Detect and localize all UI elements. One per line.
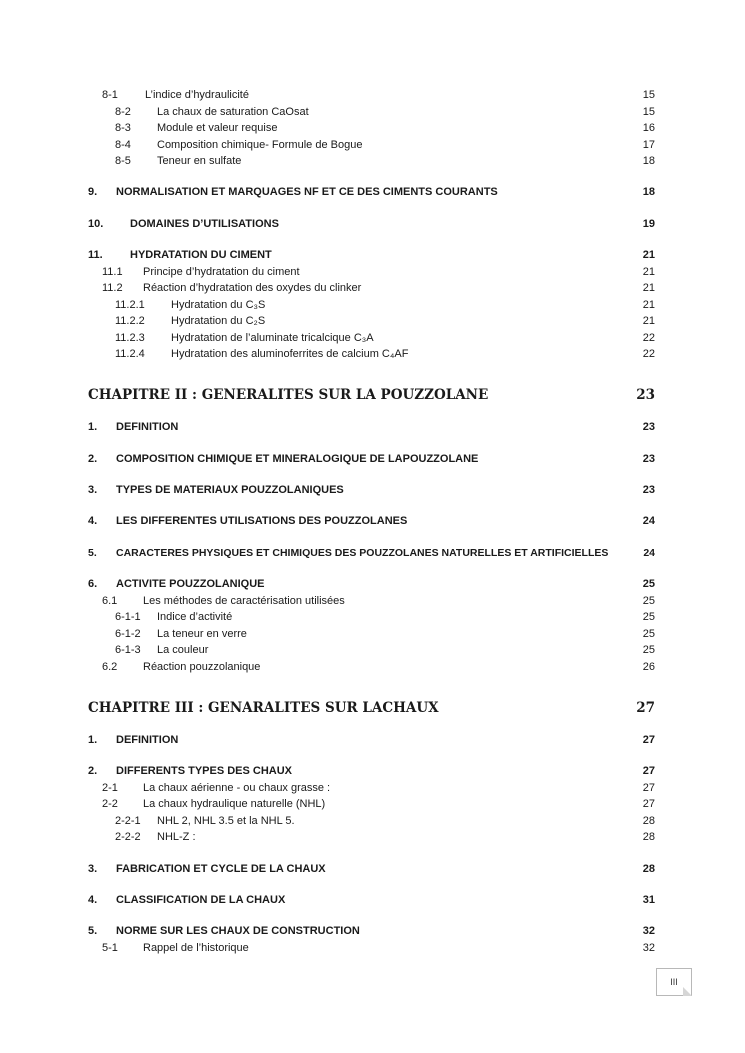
toc-number: 8-4 bbox=[115, 139, 131, 151]
toc-chapter-3[interactable] bbox=[88, 697, 655, 719]
toc-title: Teneur en sulfate bbox=[157, 155, 242, 167]
toc-number: 11.2 bbox=[102, 282, 123, 294]
toc-page: 27 bbox=[642, 798, 655, 810]
toc-page: 25 bbox=[642, 611, 655, 623]
toc-number: 8-3 bbox=[115, 122, 131, 134]
toc-number: 5. bbox=[88, 547, 97, 559]
toc-number: 8-2 bbox=[115, 106, 131, 118]
toc-page: 15 bbox=[642, 106, 655, 118]
toc-entry-8-3[interactable] bbox=[88, 120, 655, 136]
toc-title: CARACTERES PHYSIQUES ET CHIMIQUES DES POUZZOLANES NATURELLES ET ARTIFICIELLES bbox=[116, 547, 609, 559]
toc-entry-c2-6-1-3[interactable] bbox=[88, 642, 655, 658]
toc-page: 27 bbox=[642, 765, 655, 777]
toc-title: COMPOSITION CHIMIQUE ET MINERALOGIQUE DE LAPOUZZOLANE bbox=[116, 453, 479, 465]
toc-number: 2-1 bbox=[102, 782, 118, 794]
toc-title: FABRICATION ET CYCLE DE LA CHAUX bbox=[116, 863, 326, 875]
toc-page: 27 bbox=[642, 734, 655, 746]
toc-number: 2-2 bbox=[102, 798, 118, 810]
toc-title: DOMAINES D’UTILISATIONS bbox=[130, 218, 279, 230]
toc-title: NORMALISATION ET MARQUAGES NF ET CE DES CIMENTS COURANTS bbox=[116, 186, 498, 198]
toc-page: 22 bbox=[642, 332, 655, 344]
toc-title: Hydratation du C₂S bbox=[171, 315, 266, 327]
toc-page: 18 bbox=[642, 186, 655, 198]
toc-title: DEFINITION bbox=[116, 421, 179, 433]
toc-number: 11.2.1 bbox=[115, 299, 145, 311]
toc-page: 25 bbox=[642, 628, 655, 640]
toc-number: 3. bbox=[88, 484, 98, 496]
page-fold-corner bbox=[683, 987, 692, 996]
toc-page: 25 bbox=[642, 644, 655, 656]
toc-chapter-2[interactable] bbox=[88, 384, 655, 406]
toc-number: 11.2.3 bbox=[115, 332, 145, 344]
toc-entry-c2-5[interactable] bbox=[88, 545, 655, 561]
toc-page: 21 bbox=[642, 249, 655, 261]
toc-number: 5. bbox=[88, 925, 98, 937]
toc-number: 6. bbox=[88, 578, 98, 590]
toc-page: 28 bbox=[642, 863, 655, 875]
toc-entry-c3-2-1[interactable] bbox=[88, 780, 655, 796]
toc-number: 3. bbox=[88, 863, 98, 875]
toc-number: 5-1 bbox=[102, 942, 118, 954]
toc-title: ACTIVITE POUZZOLANIQUE bbox=[116, 578, 265, 590]
toc-number: 1. bbox=[88, 734, 98, 746]
toc-entry-11-2[interactable] bbox=[88, 280, 655, 296]
toc-title: LES DIFFERENTES UTILISATIONS DES POUZZOLANES bbox=[116, 515, 408, 527]
toc-title: La chaux aérienne - ou chaux grasse : bbox=[143, 782, 331, 794]
toc-title: Composition chimique- Formule de Bogue bbox=[157, 139, 363, 151]
toc-page: 25 bbox=[642, 578, 655, 590]
toc-entry-c2-2[interactable] bbox=[88, 451, 655, 467]
page-number-badge bbox=[656, 968, 692, 996]
toc-title: La couleur bbox=[157, 644, 209, 656]
toc-page: 23 bbox=[642, 453, 655, 465]
toc-entry-c3-2-2-2[interactable] bbox=[88, 829, 655, 845]
toc-page: 21 bbox=[642, 282, 655, 294]
toc-page: 27 bbox=[642, 782, 655, 794]
toc-title: Rappel de l’historique bbox=[143, 942, 249, 954]
toc-title: NHL 2, NHL 3.5 et la NHL 5. bbox=[157, 815, 295, 827]
toc-number: 4. bbox=[88, 515, 98, 527]
toc-entry-c2-6-2[interactable] bbox=[88, 659, 655, 675]
toc-title: L’indice d’hydraulicité bbox=[145, 89, 249, 101]
toc-entry-c3-2-2[interactable] bbox=[88, 796, 655, 812]
toc-page: 19 bbox=[642, 218, 655, 230]
toc-title: Réaction pouzzolanique bbox=[143, 661, 261, 673]
toc-entry-11-1[interactable] bbox=[88, 264, 655, 280]
page-number: III bbox=[670, 977, 678, 987]
toc-page: 24 bbox=[643, 547, 655, 559]
toc-number: 6.1 bbox=[102, 595, 118, 607]
toc-title: Indice d’activité bbox=[157, 611, 233, 623]
toc-title: CLASSIFICATION DE LA CHAUX bbox=[116, 894, 286, 906]
toc-number: 2-2-2 bbox=[115, 831, 141, 843]
chapter-title: CHAPITRE III : GENARALITES SUR LACHAUX bbox=[88, 700, 439, 716]
toc-entry-8-2[interactable] bbox=[88, 104, 655, 120]
toc-entry-c3-5[interactable] bbox=[88, 923, 655, 939]
toc-entry-11-2-1[interactable] bbox=[88, 297, 655, 313]
toc-entry-c3-1[interactable] bbox=[88, 732, 655, 748]
toc-page: 23 bbox=[636, 387, 655, 403]
toc-entry-c2-6-1[interactable] bbox=[88, 593, 655, 609]
toc-page: 18 bbox=[642, 155, 655, 167]
toc-title: Hydratation des aluminoferrites de calcium C₄AF bbox=[171, 348, 409, 360]
toc-title: La teneur en verre bbox=[157, 628, 247, 640]
toc-entry-c2-1[interactable] bbox=[88, 419, 655, 435]
toc-entry-c2-3[interactable] bbox=[88, 482, 655, 498]
toc-page: 32 bbox=[642, 925, 655, 937]
toc-number: 1. bbox=[88, 421, 98, 433]
toc-entry-c2-6-1-1[interactable] bbox=[88, 609, 655, 625]
chapter-title: CHAPITRE II : GENERALITES SUR LA POUZZOLANE bbox=[88, 387, 489, 403]
toc-entry-c3-5-1[interactable] bbox=[88, 940, 655, 956]
toc-page: 28 bbox=[642, 815, 655, 827]
toc-number: 11.1 bbox=[102, 266, 123, 278]
toc-title: La chaux de saturation CaOsat bbox=[157, 106, 309, 118]
toc-page: 27 bbox=[636, 700, 655, 716]
toc-number: 8-1 bbox=[102, 89, 118, 101]
toc-title: Les méthodes de caractérisation utilisées bbox=[143, 595, 345, 607]
toc-entry-c2-6[interactable] bbox=[88, 576, 655, 592]
toc-page: 25 bbox=[642, 595, 655, 607]
toc-title: Hydratation du C₃S bbox=[171, 299, 266, 311]
toc-number: 6-1-2 bbox=[115, 628, 141, 640]
toc-entry-c3-2-2-1[interactable] bbox=[88, 813, 655, 829]
toc-entry-8-5[interactable] bbox=[88, 153, 655, 169]
toc-entry-11-2-2[interactable] bbox=[88, 313, 655, 329]
toc-number: 2. bbox=[88, 453, 98, 465]
toc-page: 23 bbox=[642, 484, 655, 496]
toc-title: HYDRATATION DU CIMENT bbox=[130, 249, 272, 261]
toc-page: 28 bbox=[642, 831, 655, 843]
toc-entry-c3-3[interactable] bbox=[88, 861, 655, 877]
toc-entry-11[interactable] bbox=[88, 247, 655, 263]
toc-entry-c3-2[interactable] bbox=[88, 763, 655, 779]
toc-page: 22 bbox=[642, 348, 655, 360]
toc-page: 21 bbox=[642, 315, 655, 327]
toc-page: 21 bbox=[642, 266, 655, 278]
toc-number: 11. bbox=[88, 249, 103, 261]
toc-page: 23 bbox=[642, 421, 655, 433]
toc-number: 2-2-1 bbox=[115, 815, 141, 827]
toc-number: 11.2.4 bbox=[115, 348, 145, 360]
toc-title: Module et valeur requise bbox=[157, 122, 278, 134]
toc-title: NHL-Z : bbox=[157, 831, 196, 843]
toc-page: 24 bbox=[642, 515, 655, 527]
toc-number: 11.2.2 bbox=[115, 315, 145, 327]
toc-page: 16 bbox=[642, 122, 655, 134]
toc-entry-c3-4[interactable] bbox=[88, 892, 655, 908]
toc-title: DEFINITION bbox=[116, 734, 179, 746]
toc-title: La chaux hydraulique naturelle (NHL) bbox=[143, 798, 326, 810]
toc-page: 17 bbox=[642, 139, 655, 151]
toc-entry-8-4[interactable] bbox=[88, 137, 655, 153]
toc-number: 9. bbox=[88, 186, 98, 198]
toc-number: 6-1-1 bbox=[115, 611, 141, 623]
toc-entry-8-1[interactable] bbox=[88, 87, 655, 103]
toc-number: 2. bbox=[88, 765, 98, 777]
toc-page: 32 bbox=[642, 942, 655, 954]
toc-number: 6.2 bbox=[102, 661, 118, 673]
toc-number: 4. bbox=[88, 894, 98, 906]
toc-title: DIFFERENTS TYPES DES CHAUX bbox=[116, 765, 293, 777]
toc-title: NORME SUR LES CHAUX DE CONSTRUCTION bbox=[116, 925, 360, 937]
toc-number: 6-1-3 bbox=[115, 644, 141, 656]
toc-entry-9[interactable] bbox=[88, 184, 655, 200]
toc-entry-c2-4[interactable] bbox=[88, 513, 655, 529]
toc-entry-11-2-3[interactable] bbox=[88, 330, 655, 346]
toc-title: TYPES DE MATERIAUX POUZZOLANIQUES bbox=[116, 484, 344, 496]
toc-entry-c2-6-1-2[interactable] bbox=[88, 626, 655, 642]
toc-number: 8-5 bbox=[115, 155, 131, 167]
toc-number: 10. bbox=[88, 218, 104, 230]
toc-entry-11-2-4[interactable] bbox=[88, 346, 655, 362]
toc-entry-10[interactable] bbox=[88, 216, 655, 232]
toc-title: Réaction d’hydratation des oxydes du clinker bbox=[143, 282, 362, 294]
toc-page: 15 bbox=[642, 89, 655, 101]
toc-title: Principe d’hydratation du ciment bbox=[143, 266, 300, 278]
toc-page: 26 bbox=[642, 661, 655, 673]
toc-page: 31 bbox=[642, 894, 655, 906]
toc-page: 21 bbox=[642, 299, 655, 311]
toc-title: Hydratation de l’aluminate tricalcique C₃A bbox=[171, 332, 374, 344]
